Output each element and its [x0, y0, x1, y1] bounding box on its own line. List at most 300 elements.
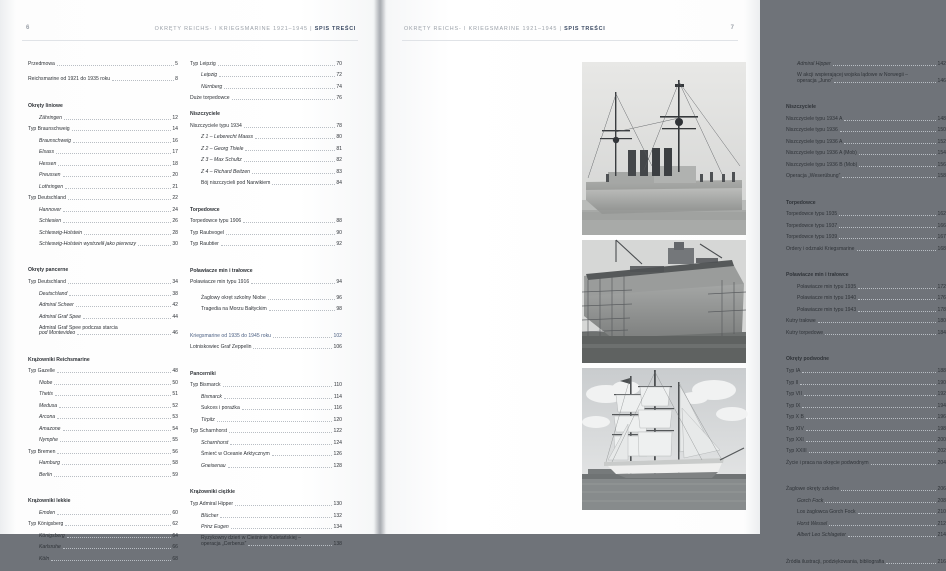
toc-dot-leader — [54, 474, 171, 477]
toc-entry-title: Krążowniki Reichsmarine — [28, 358, 90, 363]
toc-section-heading[interactable] — [28, 268, 178, 273]
toc-section-heading[interactable] — [786, 201, 946, 206]
toc-entry[interactable] — [786, 560, 946, 565]
toc-page-number: 30 — [172, 242, 178, 247]
toc-entry[interactable] — [786, 285, 946, 290]
toc-entry-title: Nürnberg — [201, 85, 222, 90]
toc-page-number: 56 — [172, 450, 178, 455]
toc-entry[interactable] — [190, 307, 342, 312]
toc-entry[interactable] — [28, 522, 178, 527]
toc-page-number: 66 — [172, 545, 178, 550]
toc-page-number: 90 — [336, 231, 342, 236]
toc-entry[interactable] — [28, 208, 178, 213]
toc-section-heading[interactable] — [786, 357, 946, 362]
toc-page-number: 212 — [938, 522, 946, 527]
toc-entry[interactable] — [28, 173, 178, 178]
toc-entry-title: Typ IA — [786, 369, 800, 374]
toc-page-number: 83 — [336, 170, 342, 175]
toc-entry-title: Z 2 – Georg Thiele — [201, 147, 243, 152]
toc-page-number: 114 — [334, 395, 342, 400]
toc-entry-title: Typ Bismarck — [190, 383, 221, 388]
toc-entry-title: Zähringen — [39, 116, 62, 121]
toc-entry[interactable] — [786, 510, 946, 515]
toc-entry-title: Lotniskowiec Graf Zeppelin — [190, 345, 251, 350]
toc-entry-title: Kutry trałowe — [786, 319, 816, 324]
toc-entry[interactable] — [190, 345, 342, 350]
toc-dot-leader — [224, 396, 332, 399]
toc-entry-title: W akcji wspierającej wojska lądowe w Norwegii – — [797, 73, 946, 78]
toc-dot-leader — [802, 405, 936, 408]
toc-entry[interactable] — [190, 502, 342, 507]
toc-entry[interactable] — [28, 369, 178, 374]
toc-entry[interactable] — [190, 296, 342, 301]
toc-entry-title: Elsass — [39, 150, 54, 155]
toc-dot-leader — [218, 63, 335, 66]
toc-entry[interactable] — [786, 247, 946, 252]
toc-entry-title: Gorch Fock — [797, 499, 823, 504]
toc-entry[interactable] — [190, 452, 342, 457]
toc-spacer — [28, 89, 178, 104]
toc-page-number: 194 — [938, 404, 946, 409]
toc-entry[interactable] — [786, 224, 946, 229]
toc-entry-title: Leipzig — [201, 73, 217, 78]
toc-entry-title: Niszczyciele typu 1936 A (Mob) — [786, 151, 857, 156]
toc-entry[interactable] — [786, 415, 946, 420]
toc-section-heading[interactable] — [190, 112, 342, 117]
toc-page-number: 82 — [336, 158, 342, 163]
toc-entry[interactable] — [190, 383, 342, 388]
toc-page-number: 21 — [172, 185, 178, 190]
toc-entry-title-line2: operacja „Juno” — [797, 79, 832, 84]
toc-dot-leader — [844, 118, 936, 121]
toc-entry[interactable] — [28, 557, 178, 562]
toc-dot-leader — [63, 428, 171, 431]
toc-entry[interactable] — [190, 96, 342, 101]
toc-page-number: 53 — [172, 415, 178, 420]
toc-entry[interactable] — [28, 196, 178, 201]
toc-entry-title: Typ VII — [786, 392, 802, 397]
toc-section-heading[interactable] — [190, 208, 342, 213]
toc-dot-leader — [839, 225, 936, 228]
toc-entry[interactable] — [28, 139, 178, 144]
toc-dot-leader — [62, 462, 171, 465]
toc-entry-title: Reichsmarine od 1921 do 1935 roku — [28, 77, 110, 82]
toc-page-number: 54 — [172, 427, 178, 432]
toc-dot-leader — [800, 382, 936, 385]
folio-left: 6 — [26, 25, 29, 31]
toc-page-number: 94 — [336, 280, 342, 285]
toc-entry-title: Bój niszczycieli pod Narwikiem — [201, 181, 270, 186]
toc-entry-title: Hamburg — [39, 461, 60, 466]
toc-entry-title: Z 4 – Richard Beitzen — [201, 170, 250, 175]
running-head-left-strong: SPIS TREŚCI — [315, 26, 356, 32]
toc-entry[interactable] — [190, 62, 342, 67]
toc-spacer — [190, 254, 342, 269]
toc-dot-leader — [244, 125, 335, 128]
toc-dot-leader — [69, 293, 171, 296]
toc-dot-leader — [72, 128, 171, 131]
toc-entry-title: Typ X B — [786, 415, 804, 420]
toc-entry[interactable] — [28, 326, 178, 336]
toc-entry[interactable] — [28, 381, 178, 386]
toc-dot-leader — [802, 370, 936, 373]
toc-entry[interactable] — [190, 231, 342, 236]
toc-page-number: 58 — [172, 461, 178, 466]
toc-dot-leader — [224, 86, 335, 89]
toc-entry[interactable] — [28, 461, 178, 466]
toc-entry[interactable] — [28, 185, 178, 190]
toc-dot-leader — [255, 136, 335, 139]
toc-entry[interactable] — [28, 77, 178, 82]
toc-entry-title: Z 3 – Max Schultz — [201, 158, 242, 163]
toc-dot-leader — [220, 515, 332, 518]
photo-protected-cruiser — [582, 62, 746, 235]
toc-entry[interactable] — [28, 62, 178, 67]
toc-dot-leader — [56, 151, 171, 154]
running-head-right-plain: OKRĘTY REICHS- I KRIEGSMARINE 1921–1945 | — [404, 26, 564, 32]
toc-page-number: 8 — [175, 77, 178, 82]
toc-entry-title: Amazone — [39, 427, 61, 432]
toc-section-heading[interactable] — [28, 104, 178, 109]
toc-entry-title: Krążowniki lekkie — [28, 499, 70, 504]
toc-entry-title: Typ Raubtier — [190, 242, 219, 247]
toc-spacer — [190, 357, 342, 372]
toc-entry[interactable] — [190, 73, 342, 78]
toc-entry-title: Typ XIV — [786, 427, 804, 432]
toc-entry[interactable] — [190, 242, 342, 247]
toc-entry[interactable] — [786, 319, 946, 324]
toc-entry-title: Bismarck — [201, 395, 222, 400]
toc-dot-leader — [223, 384, 333, 387]
toc-entry[interactable] — [28, 438, 178, 443]
toc-page-number: 64 — [172, 534, 178, 539]
toc-page-number: 51 — [172, 392, 178, 397]
toc-entry[interactable] — [28, 404, 178, 409]
toc-page-number: 168 — [938, 247, 946, 252]
toc-entry[interactable] — [786, 151, 946, 156]
toc-entry-title: Niszczyciele — [786, 105, 816, 110]
toc-entry[interactable] — [190, 135, 342, 140]
toc-dot-leader — [231, 526, 332, 529]
toc-entry-title: Typ Königsberg — [28, 522, 63, 527]
toc-page-number: 92 — [336, 242, 342, 247]
toc-entry[interactable] — [28, 450, 178, 455]
toc-page-number: 196 — [938, 415, 946, 420]
toc-entry[interactable] — [28, 219, 178, 224]
toc-spacer — [28, 343, 178, 358]
toc-page-number: 18 — [172, 162, 178, 167]
toc-entry-title: Albert Leo Schlageter — [797, 533, 846, 538]
toc-entry[interactable] — [786, 174, 946, 179]
toc-entry-title: Niszczyciele typu 1934 A — [786, 117, 842, 122]
toc-entry-title: Niszczyciele — [190, 112, 220, 117]
toc-entry[interactable] — [28, 242, 178, 247]
toc-entry[interactable] — [190, 219, 342, 224]
toc-entry[interactable] — [786, 140, 946, 145]
toc-section-heading[interactable] — [786, 273, 946, 278]
toc-dot-leader — [268, 297, 335, 300]
toc-entry-title: Poławiacze min typu 1916 — [190, 280, 249, 285]
toc-page-number: 110 — [334, 383, 342, 388]
toc-dot-leader — [77, 332, 171, 335]
toc-dot-leader — [73, 140, 171, 143]
toc-dot-leader — [232, 97, 335, 100]
folio-right: 7 — [731, 25, 734, 31]
toc-entry-title: Ordery i odznaki Kriegsmarine — [786, 247, 855, 252]
toc-dot-leader — [825, 500, 936, 503]
toc-entry[interactable] — [786, 212, 946, 217]
toc-entry[interactable] — [190, 464, 342, 469]
toc-section-heading[interactable] — [190, 372, 342, 377]
toc-page-number: 124 — [334, 441, 343, 446]
toc-entry[interactable] — [786, 62, 946, 67]
toc-entry[interactable] — [786, 128, 946, 133]
toc-dot-leader — [886, 561, 936, 564]
toc-entry-title: Admiral Graf Spee — [39, 315, 81, 320]
toc-entry[interactable] — [786, 499, 946, 504]
toc-entry-title: Okręty pancerne — [28, 268, 68, 273]
toc-entry-title: Blücher — [201, 514, 218, 519]
toc-section-heading[interactable] — [28, 499, 178, 504]
toc-entry[interactable] — [786, 427, 946, 432]
toc-entry-title: Berlin — [39, 473, 52, 478]
toc-section-heading[interactable] — [28, 358, 178, 363]
toc-entry-title: Torpedowce typu 1939 — [786, 235, 837, 240]
toc-dot-leader — [64, 117, 171, 120]
toc-page-number: 210 — [938, 510, 946, 515]
toc-page-number: 166 — [938, 224, 946, 229]
toc-entry[interactable] — [786, 381, 946, 386]
toc-page-number: 34 — [172, 280, 178, 285]
toc-entry-title: Przedmowa — [28, 62, 55, 67]
toc-dot-leader — [57, 370, 171, 373]
toc-entry-title: Hessen — [39, 162, 56, 167]
toc-entry[interactable] — [190, 170, 342, 175]
toc-dot-leader — [63, 220, 171, 223]
toc-dot-leader — [272, 453, 332, 456]
toc-entry-title: Königsberg — [39, 534, 65, 539]
toc-entry[interactable] — [190, 181, 342, 186]
toc-entry[interactable] — [190, 406, 342, 411]
toc-entry[interactable] — [786, 308, 946, 313]
toc-entry-title: Schlesien — [39, 219, 61, 224]
toc-entry[interactable] — [190, 147, 342, 152]
toc-page-number: 14 — [172, 127, 178, 132]
toc-entry[interactable] — [786, 331, 946, 336]
toc-entry[interactable] — [786, 487, 946, 492]
toc-spacer — [786, 186, 946, 201]
toc-spacer — [786, 258, 946, 273]
toc-entry[interactable] — [190, 85, 342, 90]
toc-spacer — [190, 319, 342, 334]
toc-entry[interactable] — [190, 514, 342, 519]
toc-entry[interactable] — [190, 158, 342, 163]
toc-page-number: 50 — [172, 381, 178, 386]
toc-dot-leader — [226, 232, 335, 235]
toc-dot-leader — [253, 346, 332, 349]
toc-entry[interactable] — [28, 415, 178, 420]
toc-entry-title: Typ Bremen — [28, 450, 55, 455]
toc-section-heading[interactable] — [786, 105, 946, 110]
running-head-right-strong: SPIS TREŚCI — [564, 26, 605, 32]
toc-entry-title: Typ Raubvogel — [190, 231, 224, 236]
toc-entry[interactable] — [786, 438, 946, 443]
toc-entry[interactable] — [190, 124, 342, 129]
toc-page-number: 200 — [938, 438, 946, 443]
toc-dot-leader — [112, 78, 174, 81]
toc-spacer — [786, 342, 946, 357]
toc-page-number: 46 — [172, 331, 178, 336]
toc-entry[interactable] — [28, 473, 178, 478]
toc-page-number: 120 — [334, 418, 343, 423]
toc-entry-title: Kriegsmarine od 1935 do 1945 roku — [190, 334, 271, 339]
toc-dot-leader — [55, 393, 171, 396]
toc-page-number: 48 — [172, 369, 178, 374]
toc-entry[interactable] — [786, 163, 946, 168]
toc-dot-leader — [871, 462, 936, 465]
running-head-right — [404, 26, 605, 41]
toc-entry[interactable] — [190, 334, 342, 339]
toc-entry-title: Typ IX — [786, 404, 800, 409]
toc-entry[interactable] — [28, 427, 178, 432]
toc-dot-leader — [68, 197, 171, 200]
toc-entry-title: Niobe — [39, 381, 52, 386]
toc-section-heading[interactable] — [190, 490, 342, 495]
toc-entry-title: Typ Scharnhorst — [190, 429, 227, 434]
toc-page-number: 5 — [175, 62, 178, 67]
toc-entry[interactable] — [786, 522, 946, 527]
toc-dot-leader — [245, 148, 334, 151]
toc-page-number: 16 — [172, 139, 178, 144]
toc-entry[interactable] — [190, 429, 342, 434]
toc-dot-leader — [57, 63, 174, 66]
toc-page-number: 84 — [336, 181, 342, 186]
toc-entry[interactable] — [28, 127, 178, 132]
toc-dot-leader — [858, 286, 936, 289]
toc-entry-title: Typ XXIII — [786, 449, 807, 454]
toc-entry-title: Preussen — [39, 173, 61, 178]
toc-entry[interactable] — [190, 418, 342, 423]
toc-page-number: 167 — [938, 235, 946, 240]
toc-dot-leader — [848, 534, 936, 537]
toc-entry[interactable] — [786, 449, 946, 454]
toc-dot-leader — [221, 243, 335, 246]
toc-entry-title-line2: pod Montevideo — [39, 331, 75, 336]
toc-dot-leader — [54, 382, 171, 385]
toc-page-number: 74 — [336, 85, 342, 90]
toc-dot-leader — [844, 141, 936, 144]
toc-dot-leader — [138, 243, 171, 246]
toc-entry[interactable] — [786, 117, 946, 122]
toc-section-heading[interactable] — [190, 269, 342, 274]
toc-entry-title: Poławiacze min typu 1943 — [797, 308, 856, 313]
toc-entry-title: Niszczyciele typu 1936 A — [786, 140, 842, 145]
toc-page-number: 59 — [172, 473, 178, 478]
toc-entry[interactable] — [190, 441, 342, 446]
toc-entry[interactable] — [190, 280, 342, 285]
toc-page-number: 150 — [938, 128, 946, 133]
toc-page-number: 128 — [334, 464, 343, 469]
toc-entry[interactable] — [28, 545, 178, 550]
toc-entry[interactable] — [190, 395, 342, 400]
toc-page-number: 204 — [938, 461, 946, 466]
toc-entry-title: Poławiacze min i trałowce — [190, 269, 253, 274]
toc-dot-leader — [244, 159, 335, 162]
toc-entry[interactable] — [190, 536, 342, 546]
toc-entry[interactable] — [28, 280, 178, 285]
toc-entry[interactable] — [786, 533, 946, 538]
toc-dot-leader — [235, 503, 332, 506]
toc-entry[interactable] — [786, 73, 946, 83]
toc-page-number: 22 — [172, 196, 178, 201]
toc-entry-title: Typ Braunschweig — [28, 127, 70, 132]
toc-entry-title-cont — [201, 542, 342, 547]
toc-entry-title: Życie i praca na okręcie podwodnym — [786, 461, 869, 466]
toc-entry[interactable] — [28, 315, 178, 320]
toc-column-3 — [786, 62, 946, 571]
toc-entry[interactable] — [28, 231, 178, 236]
toc-dot-leader — [63, 546, 171, 549]
toc-page-number: 106 — [334, 345, 343, 350]
toc-page-number: 72 — [336, 73, 342, 78]
toc-dot-leader — [834, 80, 936, 83]
toc-dot-leader — [228, 465, 332, 468]
toc-page-number: 26 — [172, 219, 178, 224]
toc-page-number: 78 — [336, 124, 342, 129]
toc-dot-leader — [806, 439, 936, 442]
toc-page-number: 180 — [938, 319, 946, 324]
toc-entry[interactable] — [786, 369, 946, 374]
toc-entry-title: Emden — [39, 511, 55, 516]
toc-entry[interactable] — [786, 404, 946, 409]
toc-entry[interactable] — [28, 162, 178, 167]
toc-page-number: 38 — [172, 292, 178, 297]
toc-page-number: 172 — [938, 285, 946, 290]
toc-entry-title-cont — [797, 79, 946, 84]
toc-entry[interactable] — [28, 150, 178, 155]
toc-entry[interactable] — [786, 296, 946, 301]
toc-page-number: 20 — [172, 173, 178, 178]
toc-entry-title: Sukces i porażka — [201, 406, 240, 411]
toc-page-number: 178 — [938, 308, 946, 313]
toc-entry-title: Torpedowce — [190, 208, 220, 213]
toc-dot-leader — [65, 186, 171, 189]
photo-aircraft-carrier-hull — [582, 240, 746, 363]
right-page — [380, 0, 760, 534]
toc-entry-title: Źródła ilustracji, podziękowania, bibliografia — [786, 560, 884, 565]
toc-entry[interactable] — [28, 511, 178, 516]
toc-entry-title: Z 1 – Leberecht Maass — [201, 135, 253, 140]
toc-dot-leader — [858, 297, 936, 300]
toc-entry-title: Niszczyciele typu 1934 — [190, 124, 242, 129]
toc-page-number: 206 — [938, 487, 946, 492]
toc-entry[interactable] — [28, 292, 178, 297]
toc-entry[interactable] — [786, 235, 946, 240]
toc-page-number: 214 — [938, 533, 946, 538]
photo-sail-training-ship — [582, 368, 746, 510]
toc-entry-title: Typ Deutschland — [28, 196, 66, 201]
toc-entry[interactable] — [28, 303, 178, 308]
toc-entry[interactable] — [786, 392, 946, 397]
toc-entry[interactable] — [190, 525, 342, 530]
toc-entry[interactable] — [786, 461, 946, 466]
toc-dot-leader — [51, 558, 171, 561]
toc-entry[interactable] — [28, 534, 178, 539]
toc-dot-leader — [829, 523, 936, 526]
toc-entry[interactable] — [28, 392, 178, 397]
toc-entry[interactable] — [28, 116, 178, 121]
toc-entry-title: Typ Admiral Hipper — [190, 502, 233, 507]
